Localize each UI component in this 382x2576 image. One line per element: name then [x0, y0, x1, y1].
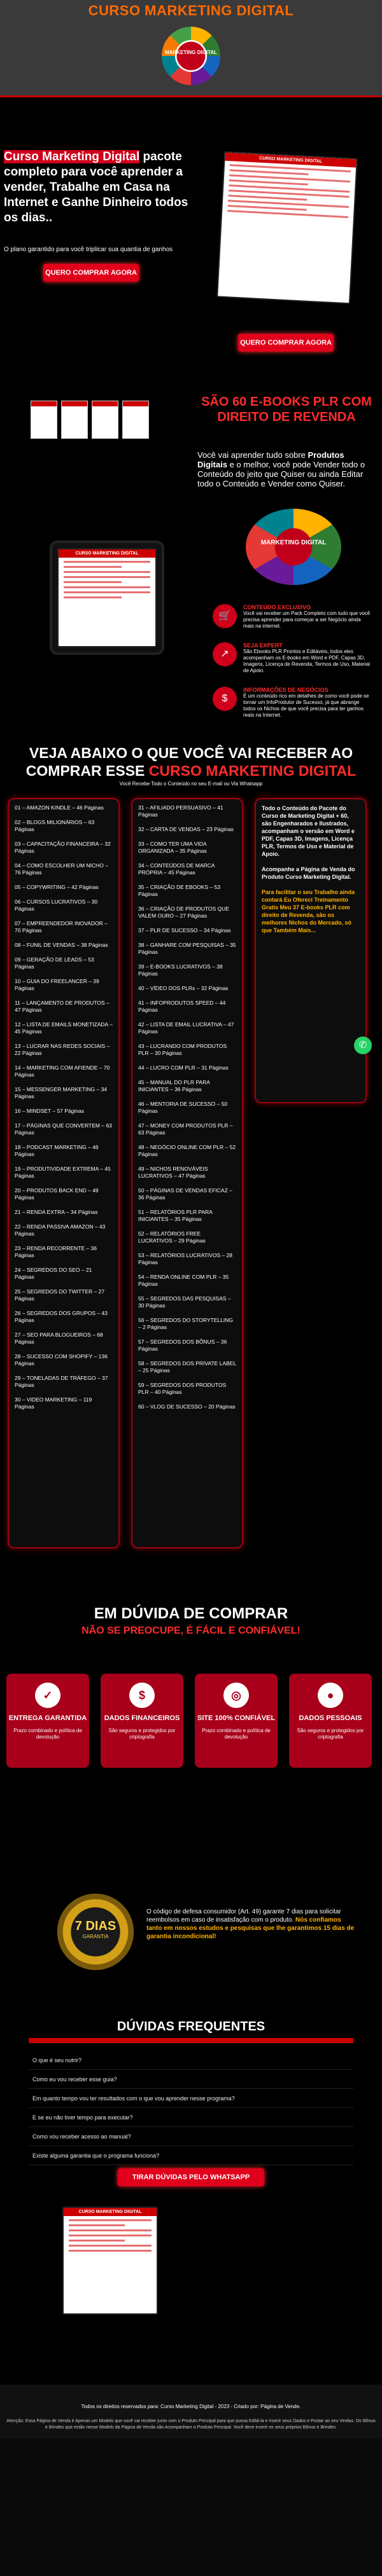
- info-paragraph-highlight: Para facilitar o seu Trabalho ainda contará Eu Ofereci Treinamento Gratis Meu 37 E-books PLR com direito de Revenda, são os melhores Nichos do Mercado, só que Também Mais...: [262, 889, 355, 933]
- ebook-list-item: 39 – E-BOOKS LUCRATIVOS – 38 Páginas: [138, 963, 223, 977]
- disclaimer-text: Atenção: Essa Página de Venda é Apenas um Modelo que você vai receber junto com o Produto Principal para que possa Editá-la e inserir seus Dados e Postar ao seu Verdas. Os Bônus e Brindes que estão nesse Modelo da Página de Venda são Acompanham o Produto Principal. Você deve inserir os seus próprios Bônus e Brindes.: [6, 2419, 376, 2430]
- ebook-list-item: 12 – LISTA DE EMAILS MONETIZADA – 45 Páginas: [15, 1021, 113, 1035]
- whatsapp-questions-button[interactable]: TIRAR DÚVIDAS PELO WHATSAPP: [118, 2168, 264, 2186]
- ebook-list-item: 25 – SEGREDOS DO TWITTER – 27 Páginas: [15, 1288, 105, 1302]
- ebook-list-item: 48 – NEGÓCIO ONLINE COM PLR – 52 Páginas: [138, 1144, 236, 1157]
- money-icon: $: [213, 687, 237, 711]
- content-list-title: [0, 738, 382, 780]
- feature-text: É um conteúdo rico em detalhes de como você pode se tornar um InfoProdutor de Sucesso, já que abrange todos os Nichos de que você precisa para ter ganhos reais na Internet.: [243, 693, 369, 718]
- ebook-list-item: 20 – PRODUTOS BACK END – 49 Páginas: [15, 1187, 99, 1201]
- md-logo-text: MARKETING DIGITAL: [260, 539, 327, 546]
- ebook-list-column-1: [8, 798, 120, 1548]
- faq-question[interactable]: E se eu não tiver tempo para executar?: [29, 2108, 353, 2127]
- ebook-list-item: 50 – PÁGINAS DE VENDAS EFICAZ – 36 Páginas: [138, 1187, 232, 1201]
- info-paragraph: Todo o Conteúdo do Pacote do Curso de Marketing Digital + 60, são Engenharados e Ilustrados, acompanham o versão em Word e PDF, Capas 3D, Imagens, Licença PLR, Termos de Uso e Material de Apoio.: [262, 805, 355, 857]
- ebook-list-item: 56 – SEGREDOS DO STORYTELLING – 2 Páginas: [138, 1317, 233, 1330]
- trust-section: [0, 1596, 382, 1863]
- ebook-list-item: 13 – LUCRAR NAS REDES SOCIAIS – 22 Páginas: [15, 1043, 110, 1056]
- hero-title-highlight: Curso Marketing Digital: [4, 150, 140, 163]
- ebook-list-item: 40 – VÍDEO DOS PLRs – 32 Páginas: [138, 985, 229, 991]
- closing-product-image: [62, 2207, 158, 2315]
- trust-card-title: ENTREGA GARANTIDA: [8, 1714, 87, 1722]
- guarantee-seal: [57, 1894, 134, 1970]
- ebook-list-item: 57 – SEGREDOS DOS BÔNUS – 36 Páginas: [138, 1339, 227, 1352]
- ebook-list-item: 07 – EMPREENDEDOR INOVADOR – 70 Páginas: [15, 920, 108, 933]
- trust-card-text: São seguros e protegidos por criptografia: [108, 1728, 176, 1740]
- ebook-thumb: [122, 401, 149, 439]
- info-paragraph: Acompanhe a Página de Venda do Produto Curso Marketing Digital.: [262, 866, 355, 880]
- ebook-list-item: 58 – SEGREDOS DOS PRIVATE LABEL – 25 Páginas: [138, 1360, 236, 1374]
- ebook-list-item: 11 – LANÇAMENTO DE PRODUTOS – 47 Páginas: [15, 1000, 110, 1013]
- faq-question[interactable]: Existe alguma garantia que o programa funciona?: [29, 2146, 353, 2165]
- product-box-title: CURSO MARKETING DIGITAL: [225, 153, 356, 168]
- ebook-list-item: 27 – SEO PARA BLOGUEIROS – 68 Páginas: [15, 1332, 103, 1345]
- ebook-list-item: 52 – RELATÓRIOS FREE LUCRATIVOS – 29 Páginas: [138, 1230, 206, 1244]
- trust-title: EM DÚVIDA DE COMPRAR: [94, 1605, 288, 1622]
- ebook-info-column: [255, 798, 367, 1103]
- ebook-list-item: 17 – PÁGINAS QUE CONVERTEM – 63 Páginas: [15, 1122, 112, 1136]
- ebook-list-item: 28 – SUCESSO COM SHOPIFY – 136 Páginas: [15, 1353, 108, 1367]
- ebook-list-item: 32 – CARTA DE VENDAS – 23 Páginas: [138, 826, 234, 832]
- trust-card-title: SITE 100% CONFIÁVEL: [197, 1714, 276, 1722]
- site-footer: [0, 2385, 382, 2439]
- feature-title: SEJA EXPERT: [243, 642, 283, 649]
- ebook-list-column-2: [131, 798, 243, 1548]
- ebook-list-item: 41 – INFOPRODUTOS SPEED – 44 Páginas: [138, 1000, 226, 1013]
- whatsapp-icon[interactable]: ✆: [354, 1037, 372, 1054]
- faq-question[interactable]: Em quanto tempo vou ter resultados com o que vou aprender nesse programa?: [29, 2089, 353, 2108]
- copyright-text: Todos os direitos reservados para: Curso Marketing Digital - 2023 - Criado por: Página de Vende.: [81, 2404, 301, 2409]
- trust-card-text: Prazo combinado e política de devolução: [202, 1728, 271, 1740]
- feature-text: São Ebooks PLR Prontos e Editáveis, todos eles acompanham os E-books em Word e PDF, Capas 3D, Imagens, Licença de Revenda, Termos de Uso, Material de Apoio.: [243, 649, 371, 673]
- trust-card-title: DADOS FINANCEIROS: [104, 1714, 180, 1722]
- marketing-digital-logo: [246, 509, 341, 585]
- brand-title: CURSO MARKETING DIGITAL: [88, 3, 294, 18]
- hero-title-rest: pacote completo para você aprender a vender, Trabalhe em Casa na Internet e Ganhe Dinheiro todos os dias..: [4, 150, 188, 224]
- ebook-list-item: 36 – CRIAÇÃO DE PRODUTOS QUE VALEM OURO – 27 Páginas: [138, 906, 229, 919]
- seal-label: GARANTIA: [82, 1934, 109, 1939]
- ebook-list-item: 21 – RENDA EXTRA – 34 Páginas: [15, 1209, 98, 1215]
- closing-section: [0, 2194, 382, 2385]
- ebook-list-item: 04 – COMO ESCOLHER UM NICHO – 76 Páginas: [15, 862, 108, 876]
- ebook-list-item: 51 – RELATÓRIOS PLR PARA INICIANTES – 35 Páginas: [138, 1209, 213, 1222]
- product-box-image: [216, 151, 358, 305]
- faq-divider: [29, 2038, 353, 2043]
- ebooks-description: [197, 450, 376, 488]
- logo-text: MARKETING DIGITAL: [164, 50, 218, 55]
- ebook-list-item: 43 – LUCRANDO COM PRODUTOS PLR – 30 Páginas: [138, 1043, 227, 1056]
- faq-question[interactable]: Como eu vou receber esse guia?: [29, 2070, 353, 2089]
- ebook-list-item: 34 – CONTEÚDOS DE MARCA PRÓPRIA – 45 Páginas: [138, 862, 215, 876]
- check-icon: ✓: [35, 1683, 60, 1708]
- list-title-b: CURSO MARKETING DIGITAL: [148, 762, 357, 779]
- ebook-list-item: 03 – CAPACITAÇÃO FINANCEIRA – 32 Páginas: [15, 841, 111, 854]
- ebook-list-item: 53 – RELATÓRIOS LUCRATIVOS – 28 Páginas: [138, 1252, 233, 1265]
- ebook-list-item: 19 – PRODUTIVIDADE EXTREMA – 45 Páginas: [15, 1166, 111, 1179]
- ebook-list-item: 54 – RENDA ONLINE COM PLR – 35 Páginas: [138, 1274, 229, 1287]
- tablet-page-title: CURSO MARKETING DIGITAL: [59, 549, 155, 558]
- ebook-list-item: 22 – RENDA PASSIVA AMAZON – 43 Páginas: [15, 1223, 106, 1237]
- ebook-list-item: 30 – VIDEO MARKETING – 119 Páginas: [15, 1396, 92, 1410]
- hero-subtitle: O plano garantido para você triplicar sua quantia de ganhos: [4, 246, 173, 253]
- closing-product-title: CURSO MARKETING DIGITAL: [64, 2208, 157, 2216]
- tablet-page-image: [57, 548, 157, 647]
- guarantee-text-b: Nós confiamos tanto em nossos estudos e pesquisas que lhe garantimos 15 dias de garantia incondicional!: [146, 1917, 355, 1940]
- trust-card-title: DADOS PESSOAIS: [299, 1714, 362, 1722]
- chart-icon: ↗: [213, 642, 237, 666]
- ebook-list-item: 46 – MENTORIA DE SUCESSO – 50 Páginas: [138, 1101, 228, 1114]
- ebook-list-item: 09 – GERAÇÃO DE LEADS – 53 Páginas: [15, 956, 94, 970]
- ebook-list-item: 02 – BLOGS MILIONÁRIOS – 63 Páginas: [15, 819, 95, 832]
- ebook-list-item: 26 – SEGREDOS DOS GRUPOS – 43 Páginas: [15, 1310, 108, 1323]
- ebook-list-item: 05 – COPYWRITING – 42 Páginas: [15, 884, 99, 890]
- ebook-list-item: 23 – RENDA RECORRENTE – 36 Páginas: [15, 1245, 97, 1258]
- trust-card: [195, 1674, 278, 1768]
- ebook-list-item: 18 – PODCAST MARKETING – 46 Páginas: [15, 1144, 99, 1157]
- trust-card-text: Prazo combinado e política de devolução: [13, 1728, 82, 1740]
- trust-card: [289, 1674, 372, 1768]
- cart-icon: 🛒: [213, 604, 237, 628]
- ebook-list-item: 59 – SEGREDOS DOS PRODUTOS PLR – 40 Páginas: [138, 1382, 227, 1395]
- ebook-list-item: 44 – LUCRO COM PLR – 31 Páginas: [138, 1064, 229, 1071]
- ebook-list-item: 42 – LISTA DE EMAIL LUCRATIVA – 47 Páginas: [138, 1021, 234, 1035]
- feature-title: INFORMAÇÕES DE NEGÓCIOS: [243, 687, 329, 693]
- ebooks-section: [0, 382, 382, 738]
- desc-intro: Você vai aprender tudo sobre: [197, 450, 308, 460]
- ebook-list-item: 16 – MINDSET – 57 Páginas: [15, 1108, 84, 1114]
- ebook-list-item: 33 – COMO TER UMA VIDA ORGANIZADA – 35 Páginas: [138, 841, 207, 854]
- ebook-list-item: 47 – MONEY COM PRODUTOS PLR – 63 Páginas: [138, 1122, 233, 1136]
- ebook-list-item: 35 – CRIAÇÃO DE EBOOKS – 53 Páginas: [138, 884, 220, 897]
- ebook-thumb: [92, 401, 118, 439]
- feature-item: [213, 604, 372, 630]
- delivery-note: Você Recebe Todo o Conteúdo no seu E-mail ou Via Whatsapp: [119, 781, 263, 787]
- ebook-list-item: 10 – GUIA DO FREELANCER – 39 Páginas: [15, 978, 99, 991]
- desc-rest: e o melhor, você pode Vender todo o Conteúdo do jeito que Quiser ou ainda Editar todo o Conteúdo e Vender como Quiser.: [197, 460, 365, 488]
- ebook-list-item: 31 – AFILIADO PERSUASIVO – 41 Páginas: [138, 804, 223, 818]
- ebook-list-item: 60 – VLOG DE SUCESSO – 20 Páginas: [138, 1403, 236, 1410]
- feature-title: CONTEÚDO EXCLUSIVO: [243, 604, 311, 610]
- feature-item: [213, 687, 372, 719]
- content-list-section: [0, 738, 382, 1596]
- guarantee-text: [146, 1908, 357, 1941]
- trust-card: [6, 1674, 89, 1768]
- trust-subtitle: NÃO SE PREOCUPE, É FÁCIL E CONFIÁVEL!: [81, 1625, 301, 1636]
- hero-section: [0, 95, 382, 382]
- feature-item: [213, 642, 372, 674]
- guarantee-section: [0, 1863, 382, 2016]
- ebook-list-item: 24 – SEGREDOS DO SEO – 21 Páginas: [15, 1267, 92, 1280]
- ebook-list-item: 14 – MARKETING COM AFIENDE – 70 Páginas: [15, 1064, 110, 1078]
- guarantee-text-a: O código de defesa consumidor (Art. 49) garante 7 dias para solicitar reembolsos em caso de insatisfação com o produto.: [146, 1908, 341, 1924]
- ebook-list-item: 45 – MANUAL DO PLR PARA INICIANTES – 36 Páginas: [138, 1079, 210, 1092]
- ebook-list-item: 55 – SEGREDOS DAS PESQUISAS – 30 Páginas: [138, 1295, 231, 1309]
- seal-days: 7 DIAS: [74, 1919, 117, 1933]
- site-header: [0, 0, 382, 95]
- ebook-list-item: 01 – AMAZON KINDLE – 46 Páginas: [15, 804, 104, 811]
- faq-title: DÚVIDAS FREQUENTES: [117, 2020, 265, 2034]
- ebook-list-item: 38 – GANHARE COM PESQUISAS – 35 Páginas: [138, 942, 236, 955]
- tablet-mockup: [50, 541, 164, 655]
- shield-icon: ◎: [223, 1683, 249, 1708]
- trust-card: [101, 1674, 183, 1768]
- dollar-icon: $: [129, 1683, 155, 1708]
- ebooks-title: SÃO 60 E-BOOKS PLR COM DIREITO DE REVENDA: [201, 395, 372, 424]
- faq-question[interactable]: O que é seu nutrir?: [29, 2051, 353, 2070]
- ebook-list-item: 06 – CURSOS LUCRATIVOS – 30 Páginas: [15, 899, 98, 912]
- ebook-thumb: [61, 401, 88, 439]
- ebook-list-item: 37 – PLR DE SUCESSO – 34 Páginas: [138, 927, 231, 933]
- ebook-thumb: [31, 401, 57, 439]
- hero-title: [4, 149, 195, 226]
- ebook-list-item: 08 – FUNIL DE VENDAS – 38 Páginas: [15, 942, 108, 948]
- brand-logo: [162, 27, 220, 85]
- ebook-list-item: 49 – NICHOS RENOVÁVEIS LUCRATIVOS – 47 Páginas: [138, 1166, 208, 1179]
- buy-now-button-secondary[interactable]: QUERO COMPRAR AGORA: [238, 334, 334, 352]
- feature-text: Você vai receber um Pack Completo com tudo que você precisa aprender para começar a ser Negócio ainda mais na internet.: [243, 610, 371, 629]
- ebook-list-item: 15 – MESSENGER MARKETING – 34 Páginas: [15, 1086, 108, 1099]
- faq-question[interactable]: Como vou receber acesso ao manual?: [29, 2127, 353, 2146]
- user-icon: ●: [318, 1683, 343, 1708]
- ebook-list-item: 29 – TONELADAS DE TRÁFEGO – 37 Páginas: [15, 1375, 108, 1388]
- buy-now-button[interactable]: QUERO COMPRAR AGORA: [43, 264, 139, 282]
- faq-section: [0, 2016, 382, 2194]
- trust-card-text: São seguros e protegidos por criptografia: [297, 1728, 364, 1740]
- list-title-a: VEJA ABAIXO O QUE VOCÊ VAI RECEBER AO COMPRAR ESSE: [25, 745, 353, 779]
- desc-bold: Produtos Digitais: [197, 450, 344, 469]
